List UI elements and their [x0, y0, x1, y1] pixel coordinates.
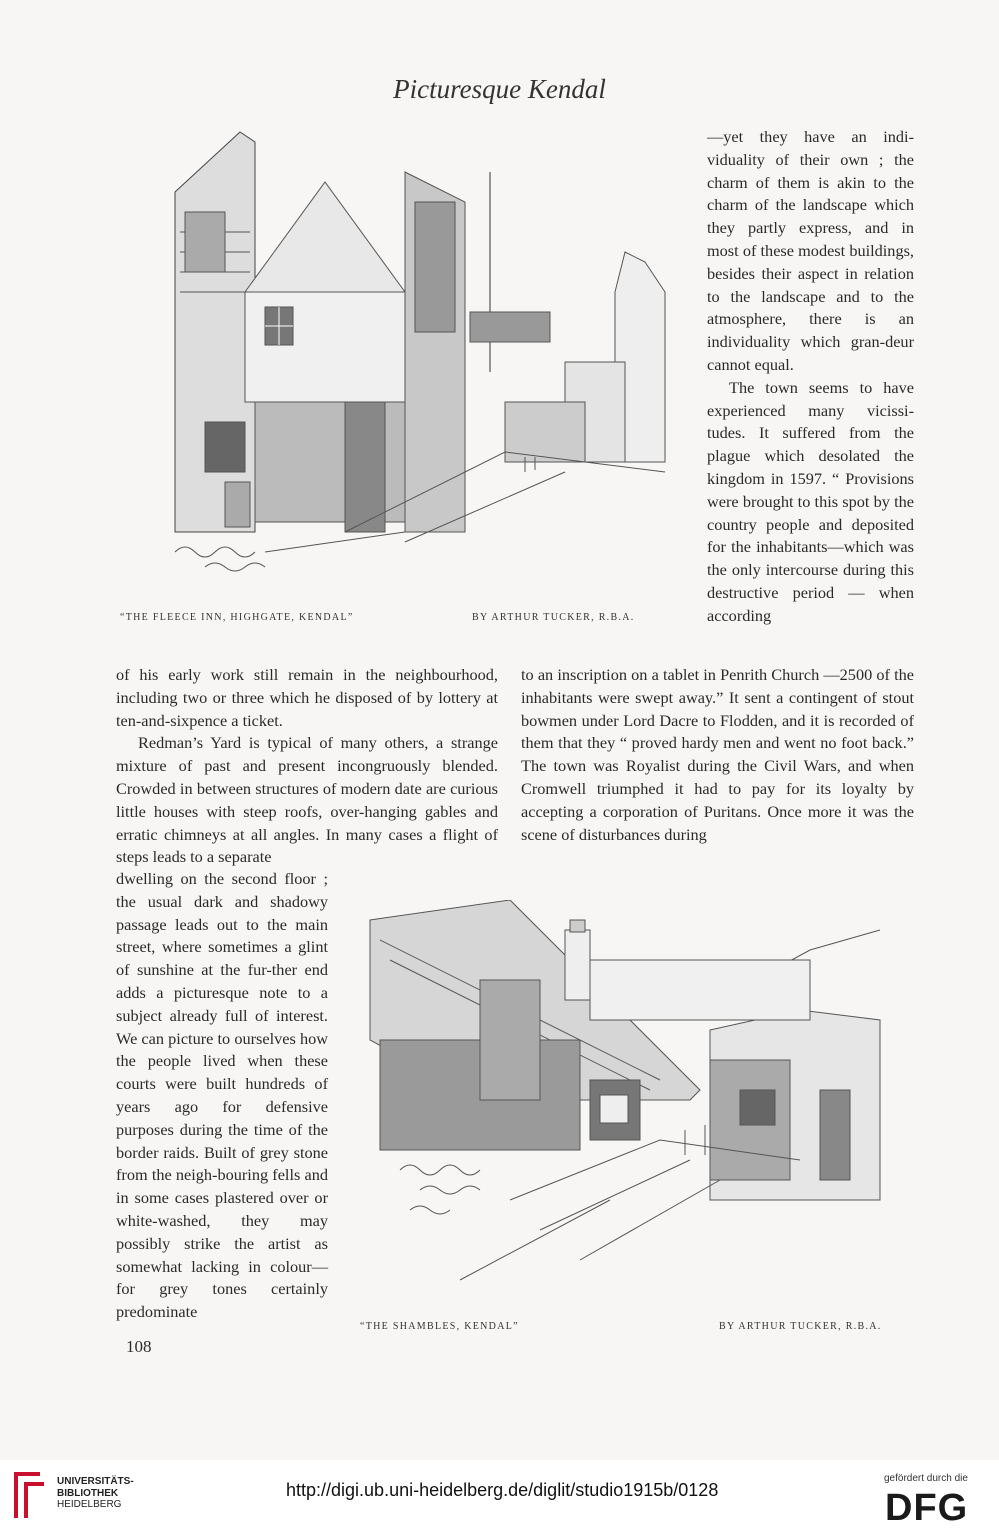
figure-credit: BY ARTHUR TUCKER, R.B.A.: [719, 1321, 882, 1332]
library-logo-icon: [10, 1470, 50, 1522]
figure-caption: “THE SHAMBLES, KENDAL”: [360, 1321, 519, 1332]
text-column-right-middle: [521, 664, 914, 846]
paragraph: The town seems to have experienced many vicissi-tudes. It suffered from the plague which desolated the kingdom in 1597. “ Provisions were brought to this spot by the country people and deposited for the inhabitants—which was the only intercourse during this destructive period — when according: [707, 377, 914, 625]
paragraph: of his early work still remain in the neighbourhood, including two or three which he disposed of by lottery at ten-and-sixpence a ticket.: [116, 665, 498, 730]
text-column-right-top: [707, 126, 914, 628]
library-name: [57, 1476, 134, 1511]
library-line: UNIVERSITÄTS-: [57, 1476, 134, 1487]
running-header: Picturesque Kendal: [393, 74, 606, 104]
funding-label: gefördert durch die: [884, 1473, 968, 1484]
paragraph: Redman’s Yard is typical of many others, a strange mixture of past and present incongruously blended. Crowded in between structures of modern date are curious little houses with steep roofs, over-hanging gables and erratic chimneys at all angles. In many cases a flight of steps leads to a separate: [116, 733, 498, 867]
paragraph: —yet they have an indi-viduality of their own ; the charm of them is akin to the charm of the landscape which they partly express, and in most of these modest buildings, besides their aspect in relation to the landscape and to the atmosphere, there is an individuality which gran-deur cannot equal.: [707, 127, 914, 374]
footer-bar: [0, 1460, 999, 1533]
shambles-illustration: [360, 900, 905, 1300]
library-line: BIBLIOTHEK: [57, 1487, 119, 1499]
source-url-link[interactable]: http://digi.ub.uni-heidelberg.de/diglit/studio1915b/0128: [286, 1480, 719, 1500]
text-column-left: [116, 664, 498, 869]
fleece-inn-illustration: [145, 112, 680, 592]
dfg-logo: DFG: [885, 1487, 969, 1529]
figure-caption: “THE FLEECE INN, HIGHGATE, KENDAL”: [120, 612, 354, 623]
page-number: 108: [126, 1337, 152, 1356]
text-column-left-narrow: [116, 868, 328, 1324]
paragraph: dwelling on the second floor ; the usual dark and shadowy passage leads out to the main street, where sometimes a glint of sunshine at the fur-ther end adds a picturesque note to a subject already full of interest. We can picture to ourselves how the people lived when these courts were built hundreds of years ago for defensive purposes during the time of the border raids. Built of grey stone from the neigh-bouring fells and in some cases plastered over or white-washed, they may possibly strike the artist as somewhat lacking in colour—for grey tones certainly predominate: [116, 869, 328, 1322]
paragraph: to an inscription on a tablet in Penrith Church —2500 of the inhabitants were swept away.” It sent a contingent of stout bowmen under Lord Dacre to Flodden, and it is recorded of them that they “ proved hardy men and went no foot back.” The town was Royalist during the Civil Wars, and when Cromwell triumphed it had to pay for its loyalty by accepting a corporation of Puritans. Once more it was the scene of disturbances during: [521, 665, 914, 844]
figure-credit: BY ARTHUR TUCKER, R.B.A.: [472, 612, 635, 623]
library-line: HEIDELBERG: [57, 1499, 122, 1510]
